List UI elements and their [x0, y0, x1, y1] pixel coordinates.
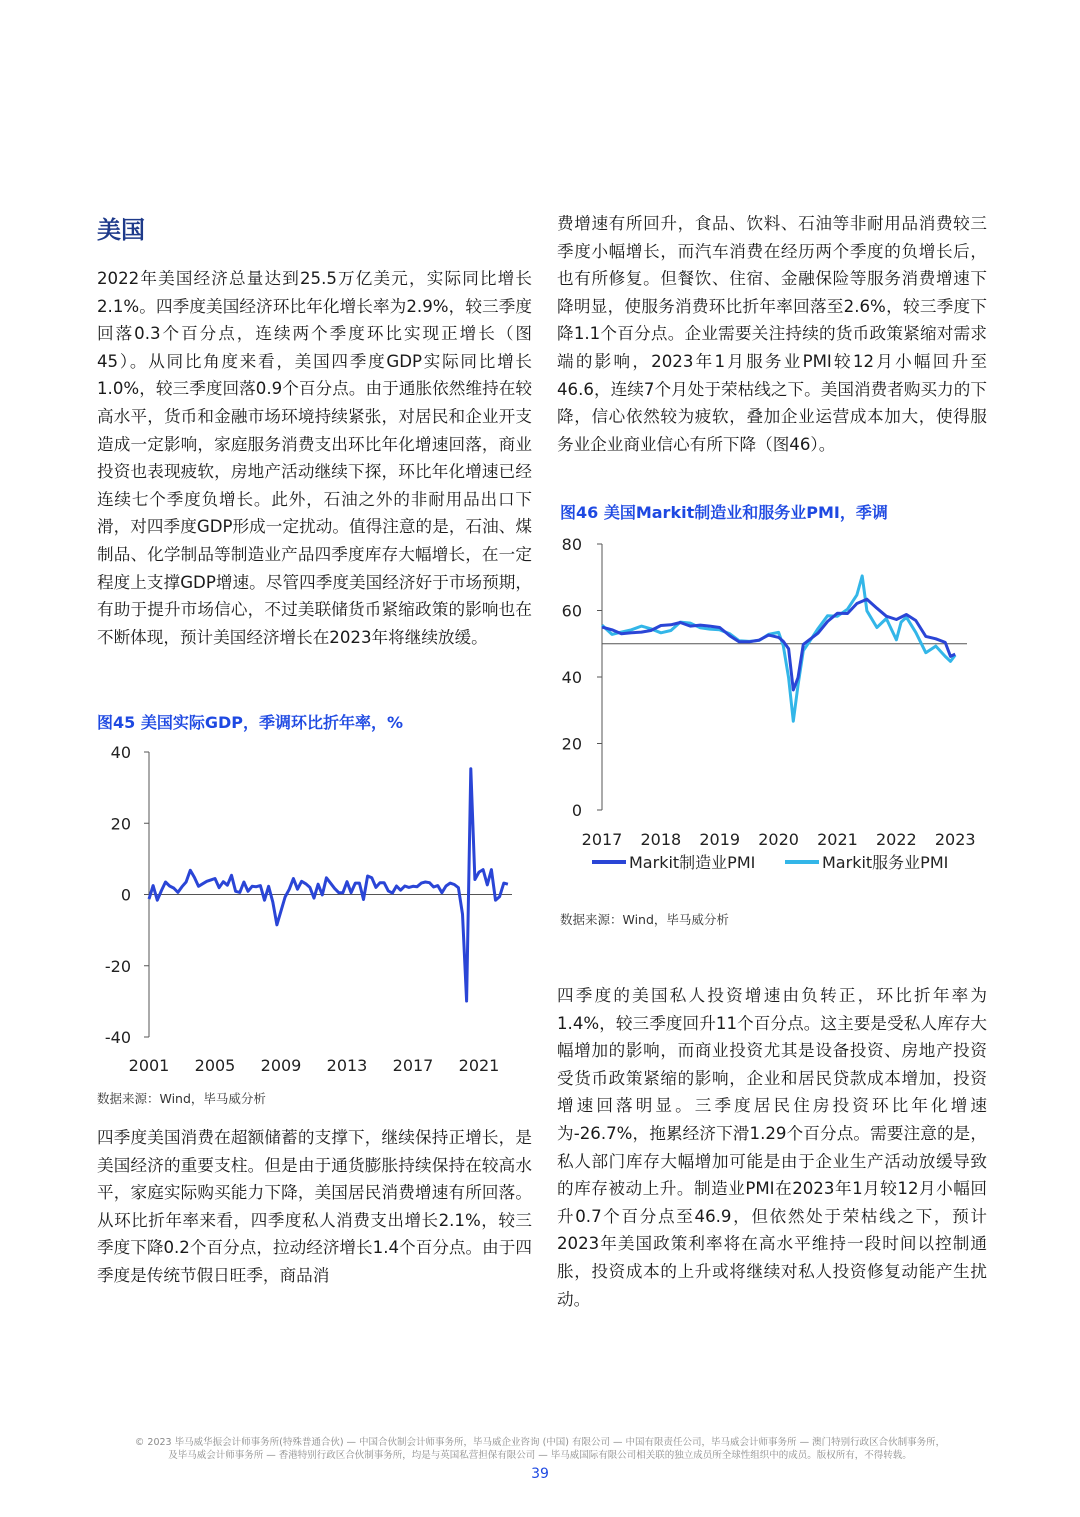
page-number: 39	[531, 1466, 549, 1482]
fig45-source: 数据来源：Wind，毕马威分析	[97, 1091, 266, 1106]
fig45-title: 图45 美国实际GDP，季调环比折年率，%	[97, 713, 404, 732]
x-tick-label: 2023	[934, 830, 976, 849]
y-tick-label: 40	[561, 668, 582, 687]
legend-services-label: Markit服务业PMI	[822, 853, 949, 872]
y-tick-label: -20	[104, 956, 131, 976]
x-tick-label: 2021	[817, 830, 858, 849]
x-tick-label: 2013	[326, 1056, 368, 1075]
x-tick-label: 2005	[194, 1056, 236, 1075]
x-tick-label: 2020	[758, 830, 799, 849]
y-tick-label: -40	[104, 1028, 131, 1047]
pmi-chart	[557, 530, 987, 890]
y-tick-label: 20	[110, 814, 131, 834]
x-tick-label: 2021	[458, 1056, 500, 1075]
gdp-chart	[97, 738, 527, 1083]
left-paragraph-1: 2022年美国经济总量达到25.5万亿美元，实际同比增长2.1%。四季度美国经济环比年化增长率为2.9%，较三季度回落0.3个百分点，连续两个季度环比实现正增长（图45）。从同比角度来看，美国四季度GDP实际同比增长1.0%，较三季度回落0.9个百分点。由于通胀依然维持在较高水平，货币和金融市场环境持续紧张，对居民和企业开支造成一定影响，家庭服务消费支出环比年化增速回落，商业投资也表现疲软，房地产活动继续下探，环比年化增速已经连续七个季度负增长。此外，石油之外的非耐用品出口下滑，对四季度GDP形成一定扰动。值得注意的是，石油、煤制品、化学制品等制造业产品四季度库存大幅增长，在一定程度上支撑GDP增速。尽管四季度美国经济好于市场预期，有助于提升市场信心，不过美联储货币紧缩政策的影响也在不断体现，预计美国经济增长在2023年将继续放缓。	[97, 269, 532, 647]
left-paragraph-2: 四季度美国消费在超额储蓄的支撑下，继续保持正增长，是美国经济的重要支柱。但是由于通货膨胀持续保持在较高水平，家庭实际购买能力下降，美国居民消费增速有所回落。从环比折年率来看，四季度私人消费支出增长2.1%，较三季度下降0.2个百分点，拉动经济增长1.4个百分点。由于四季度是传统节假日旺季，商品消	[97, 1128, 532, 1285]
y-tick-label: 80	[561, 535, 582, 554]
gdp-series-line	[149, 769, 508, 1001]
x-tick-label: 2009	[260, 1056, 302, 1075]
manufacturing-pmi-line	[602, 599, 955, 690]
x-tick-label: 2019	[699, 830, 741, 849]
footer-copyright	[100, 1436, 980, 1462]
footer-line-1: © 2023 毕马威华振会计师事务所(特殊普通合伙) — 中国合伙制会计师事务所，毕马威企业咨询 (中国) 有限公司 — 中国有限责任公司，毕马威会计师事务所 — 澳门特别行政区合伙制事务所，	[134, 1437, 946, 1448]
x-tick-label: 2001	[128, 1056, 170, 1075]
x-tick-label: 2017	[581, 830, 623, 849]
footer-line-2: 及毕马威会计师事务所 — 香港特别行政区合伙制事务所，均是与英国私营担保有限公司 — 毕马威国际有限公司相关联的独立成员所全球性组织中的成员。版权所有，不得转载。	[168, 1450, 912, 1461]
y-tick-label: 0	[571, 801, 582, 820]
services-pmi-line	[602, 576, 955, 721]
fig46-source: 数据来源：Wind，毕马威分析	[560, 912, 729, 927]
x-tick-label: 2018	[640, 830, 682, 849]
right-paragraph-2: 四季度的美国私人投资增速由负转正，环比折年率为1.4%，较三季度回升11个百分点。这主要是受私人库存大幅增加的影响，而商业投资尤其是设备投资、房地产投资受货币政策紧缩的影响，企业和居民贷款成本增加，投资增速回落明显。三季度居民住房投资环比年化增速为-26.7%，拖累经济下滑1.29个百分点。需要注意的是，私人部门库存大幅增加可能是由于企业生产活动放缓导致的库存被动上升。制造业PMI在2023年1月较12月小幅回升0.7个百分点至46.9，但依然处于荣枯线之下，预计2023年美国政策利率将在高水平维持一段时间以控制通胀，投资成本的上升或将继续对私人投资修复动能产生扰动。	[557, 986, 987, 1309]
legend-manufacturing-label: Markit制造业PMI	[629, 853, 756, 872]
legend	[592, 853, 948, 872]
y-tick-label: 40	[110, 743, 131, 762]
section-title: 美国	[97, 216, 145, 244]
x-tick-label: 2017	[392, 1056, 434, 1075]
y-tick-label: 20	[561, 734, 582, 754]
x-tick-label: 2022	[875, 830, 917, 849]
right-paragraph-1: 费增速有所回升，食品、饮料、石油等非耐用品消费较三季度小幅增长，而汽车消费在经历两个季度的负增长后，也有所修复。但餐饮、住宿、金融保险等服务消费增速下降明显，使服务消费环比折年率回落至2.6%，较三季度下降1.1个百分点。企业需要关注持续的货币政策紧缩对需求端的影响，2023年1月服务业PMI较12月小幅回升至46.6，连续7个月处于荣枯线之下。美国消费者购买力的下降，信心依然较为疲软，叠加企业运营成本加大，使得服务业企业商业信心有所下降（图46）。	[557, 214, 987, 454]
y-tick-label: 0	[120, 885, 131, 905]
y-tick-label: 60	[561, 601, 582, 621]
fig46-title: 图46 美国Markit制造业和服务业PMI，季调	[560, 503, 888, 522]
